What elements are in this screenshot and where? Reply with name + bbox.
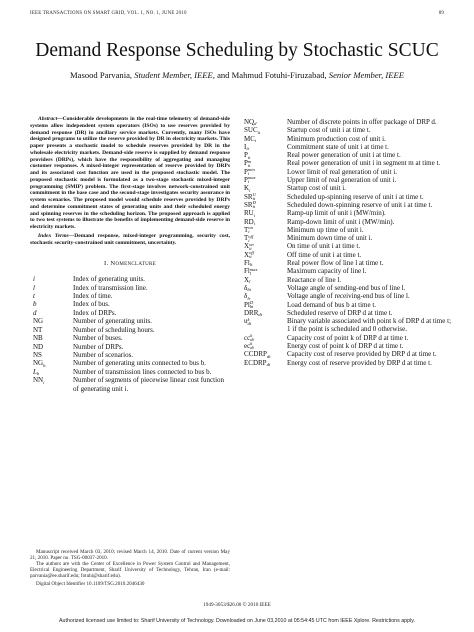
nomenclature-left-entry [30,292,230,300]
nomenclature-description: Index of DRPs. [73,308,117,317]
author-conjunction: and [217,70,230,80]
nomenclature-right-entry [244,284,452,292]
nomenclature-right-entry [244,334,452,342]
nomenclature-right-entry [244,292,452,300]
nomenclature-symbol: NT [33,325,43,334]
nomenclature-symbol: SR D it [244,200,256,210]
nomenclature-symbol: t [33,292,35,301]
nomenclature-right-entry [244,193,452,201]
nomenclature-right [244,118,452,367]
nomenclature-symbol: SUC it [244,126,261,135]
nomenclature-symbol: RD i [244,217,256,226]
nomenclature-symbol: l [33,283,35,292]
nomenclature-description: Number of DRPs. [73,342,124,351]
nomenclature-description: Real power generation of unit i in segment m at time t. [287,159,441,168]
nomenclature-left-entry [30,309,230,317]
copyright-notice: 1949-3053/$26.00 © 2010 IEEE [203,602,271,608]
nomenclature-symbol: K i [244,184,251,193]
nomenclature-symbol: NS [33,350,42,359]
nomenclature-symbol: X off it [244,250,254,260]
doi: Digital Object Identifier 10.1109/TSG.2010.2046430 [36,581,145,588]
nomenclature-right-entry [244,209,452,217]
nomenclature-right-entry [244,251,452,259]
nomenclature-right-entry [244,159,452,167]
nomenclature-symbol: P it [244,151,251,160]
nomenclature-description: Index of bus. [73,300,110,309]
index-terms-text: Demand response, mixed-integer programming, security cost, stochastic security-constrained unit commitment, uncertainty. [30,232,230,246]
nomenclature-description: Startup cost of unit i at time t. [287,126,371,135]
section-title: Nomenclature [110,260,156,268]
nomenclature-symbol: d [33,308,37,317]
nomenclature-description: Index of generating units. [73,275,145,284]
nomenclature-description: Load demand of bus b at time t. [287,300,377,309]
nomenclature-right-entry [244,317,452,334]
abstract [30,116,230,231]
nomenclature-symbol: X l [244,275,251,285]
nomenclature-right-entry [244,126,452,134]
nomenclature-description: Number of segments of piecewise linear cost function of generating unit i. [73,376,225,393]
nomenclature-symbol: P m it [244,158,252,168]
nomenclature-symbol: NN i [33,376,45,385]
footnote-affiliation: The authors are with the Center of Excellence in Power System Control and Management, Electrical Engineering Department, Sharif University of Technology, Tehran, Iran (e-mail: parvania@ee.sharif.edu; fotuhi@sharif.edu). [30,561,230,580]
paper-title: Demand Response Scheduling by Stochastic SCUC [35,40,439,61]
nomenclature-description: Voltage angle of sending-end bus of line l. [287,283,406,292]
abstract-text: Considerable developments in the real-time telemetry of demand-side systems allow independent system operators (ISOs) to use reserves provided by demand response (DR) in ancillary service markets. Currently, many ISOs have designed programs to utilize the reserve provided by DR in electricity markets. This paper presents a stochastic model to schedule reserves provided by DR in the wholesale electricity markets. Demand-side reserve is supplied by demand response providers (DRPs), which have the responsibility of aggregating and managing customer responses. A mixed-integer representation of reserve provided by DRPs and its associated cost function are used in the proposed stochastic model. The proposed stochastic model is formulated as a two-stage stochastic mixed-integer programming (SMIP) problem. The first-stage involves network-constrained unit commitment in the base case and the second-stage investigates security assurance in system scenarios. The proposed model would schedule reserves provided by DRPs and determine commitment states of generating units and their scheduled energy and spinning reserves in the scheduling horizon. The proposed approach is applied to two test systems to illustrate the benefits of implementing demand-side reserve in electricity markets. [30,116,230,230]
nomenclature-description: Scheduled down-spinning reserve of unit i at time t. [287,200,433,209]
nomenclature-description: Off time of unit i at time t. [287,250,362,259]
section-number: I. [104,260,109,268]
nomenclature-symbol: ND [33,342,44,351]
nomenclature-left-entry [30,359,230,367]
nomenclature-symbol: u k dt [244,316,252,326]
nomenclature-symbol: i [33,275,35,284]
nomenclature-description: Reactance of line l. [287,275,342,284]
author-1-role: Student Member, IEEE, [134,70,215,80]
nomenclature-description: Capacity cost of point k of DRP d at time t. [287,333,409,342]
nomenclature-right-entry [244,301,452,309]
nomenclature-right-entry [244,168,452,176]
footnote-received: Manuscript received March 03, 2010; revised March 14, 2010. Date of current version May 21, 2010. Paper no. TSG-00037-2010. [30,549,230,562]
nomenclature-right-entry [244,118,452,126]
nomenclature-description: Ramp-up limit of unit i (MW/min). [287,209,386,218]
nomenclature-description: Index of time. [73,292,113,301]
nomenclature-description: Ramp-down limit of unit i (MW/min). [287,217,395,226]
nomenclature-symbol: DRR dt [244,308,262,318]
nomenclature-symbol: MC i [244,134,257,143]
nomenclature-right-entry [244,242,452,250]
nomenclature-right-entry [244,259,452,267]
nomenclature-symbol: δ bt [244,283,251,293]
nomenclature-symbol: NQ d [244,118,257,127]
nomenclature-left-entry [30,326,230,334]
nomenclature-symbol: NG b [33,359,46,368]
license-notice: Authorized licensed use limited to: Sharif University of Technology. Downloaded on June 03,2010 at 05:54:45 UTC from IEEE Xplore. Restrictions apply. [59,618,415,624]
nomenclature-right-entry [244,234,452,242]
nomenclature-symbol: I it [244,142,249,152]
journal-header: IEEE TRANSACTIONS ON SMART GRID, VOL. 1, NO. 1, JUNE 2010 [30,11,187,16]
nomenclature-description: Minimum down time of unit i. [287,234,373,243]
nomenclature-left-entry [30,334,230,342]
nomenclature-symbol: CCDRP dt [244,350,271,359]
running-head [30,11,444,21]
nomenclature-symbol: X on it [244,241,254,251]
nomenclature-description: Voltage angle of receiving-end bus of line l. [287,292,410,301]
nomenclature-symbol: P max i [244,175,256,185]
nomenclature-description: Number of buses. [73,334,123,343]
nomenclature-right-entry [244,151,452,159]
nomenclature-symbol: ECDRP dt [244,358,271,367]
nomenclature-right-entry [244,342,452,350]
nomenclature-description: Number of generating units connected to bus b. [73,359,206,368]
nomenclature-description: Minimum production cost of unit i. [287,134,386,143]
nomenclature-right-entry [244,184,452,192]
nomenclature-right-entry [244,143,452,151]
nomenclature-left-entry [30,343,230,351]
nomenclature-symbol: Fl max l [244,266,258,276]
index-terms-lead: Index Terms— [38,232,75,239]
nomenclature-description: Number of scheduling hours. [73,325,155,334]
nomenclature-description: Startup cost of unit i. [287,184,346,193]
nomenclature-description: Maximum capacity of line l. [287,267,367,276]
nomenclature-symbol: ec k dt [244,341,254,351]
nomenclature-symbol: NB [33,334,43,343]
nomenclature-left-entry [30,300,230,308]
nomenclature-description: Lower limit of real generation of unit i. [287,167,398,176]
nomenclature-left-entry [30,376,230,393]
nomenclature-description: Number of discrete points in offer package of DRP d. [287,118,437,126]
nomenclature-right-entry [244,309,452,317]
nomenclature-description: Number of transmission lines connected to bus b. [73,367,212,376]
nomenclature-description: Real power generation of unit i at time t. [287,151,401,160]
nomenclature-left-entry [30,284,230,292]
nomenclature-symbol: NG [33,317,44,326]
footnotes [30,549,230,587]
nomenclature-symbol: T on i [244,225,253,235]
nomenclature-symbol: L b [33,367,40,377]
nomenclature-symbol: RU i [244,209,256,218]
nomenclature-description: Number of generating units. [73,317,152,326]
nomenclature-right-entry [244,276,452,284]
author-2-role: Senior Member, IEEE [328,70,404,80]
abstract-lead: Abstract— [38,116,63,122]
author-line [0,70,474,80]
nomenclature-symbol: SR U it [244,192,256,202]
nomenclature-description: Scheduled reserve of DRP d at time t. [287,308,393,317]
section-heading [30,260,230,267]
nomenclature-symbol: Fl lt [244,259,253,268]
nomenclature-right-entry [244,226,452,234]
nomenclature-left-entry [30,317,230,325]
left-column [30,116,230,393]
nomenclature-left-entry [30,275,230,283]
nomenclature-description: Number of scenarios. [73,350,134,359]
index-terms [30,233,230,247]
nomenclature-right-entry [244,359,452,367]
nomenclature-symbol: cc k dt [244,333,254,343]
page-number: 89 [438,11,444,16]
nomenclature-left-entry [30,351,230,359]
nomenclature-right-entry [244,201,452,209]
nomenclature-description: Energy cost of reserve provided by DRP d at time t. [287,358,432,367]
nomenclature-description: Index of transmission line. [73,283,148,292]
nomenclature-right-entry [244,350,452,358]
nomenclature-description: Energy cost of point k of DRP d at time t. [287,342,404,351]
nomenclature-symbol: T off i [244,233,254,243]
nomenclature-right-entry [244,267,452,275]
nomenclature-symbol: δ lr [244,292,251,301]
nomenclature-description: Real power flow of line l at time t. [287,259,384,268]
nomenclature-description: Upper limit of real generation of unit i. [287,176,397,185]
nomenclature-left-entry [30,368,230,376]
author-2-name: Mahmud Fotuhi-Firuzabad, [231,70,327,80]
author-1-name: Masood Parvania, [70,70,133,80]
nomenclature-description: Commitment state of unit i at time t. [287,142,389,151]
nomenclature-right-entry [244,135,452,143]
nomenclature-symbol: b [33,300,37,309]
nomenclature-description: Capacity cost of reserve provided by DRP d at time t. [287,350,437,359]
nomenclature-description: Scheduled up-spinning reserve of unit i at time t. [287,192,424,201]
nomenclature-description: Binary variable associated with point k of DRP d at time t; 1 if the point is scheduled and 0 otherwise. [287,317,452,334]
nomenclature-right-entry [244,218,452,226]
nomenclature-left [30,275,230,393]
nomenclature-symbol: Pl D bt [244,299,254,309]
nomenclature-right-entry [244,176,452,184]
nomenclature-description: Minimum up time of unit i. [287,225,364,234]
nomenclature-description: On time of unit i at time t. [287,242,361,251]
nomenclature-symbol: P min i [244,167,255,177]
